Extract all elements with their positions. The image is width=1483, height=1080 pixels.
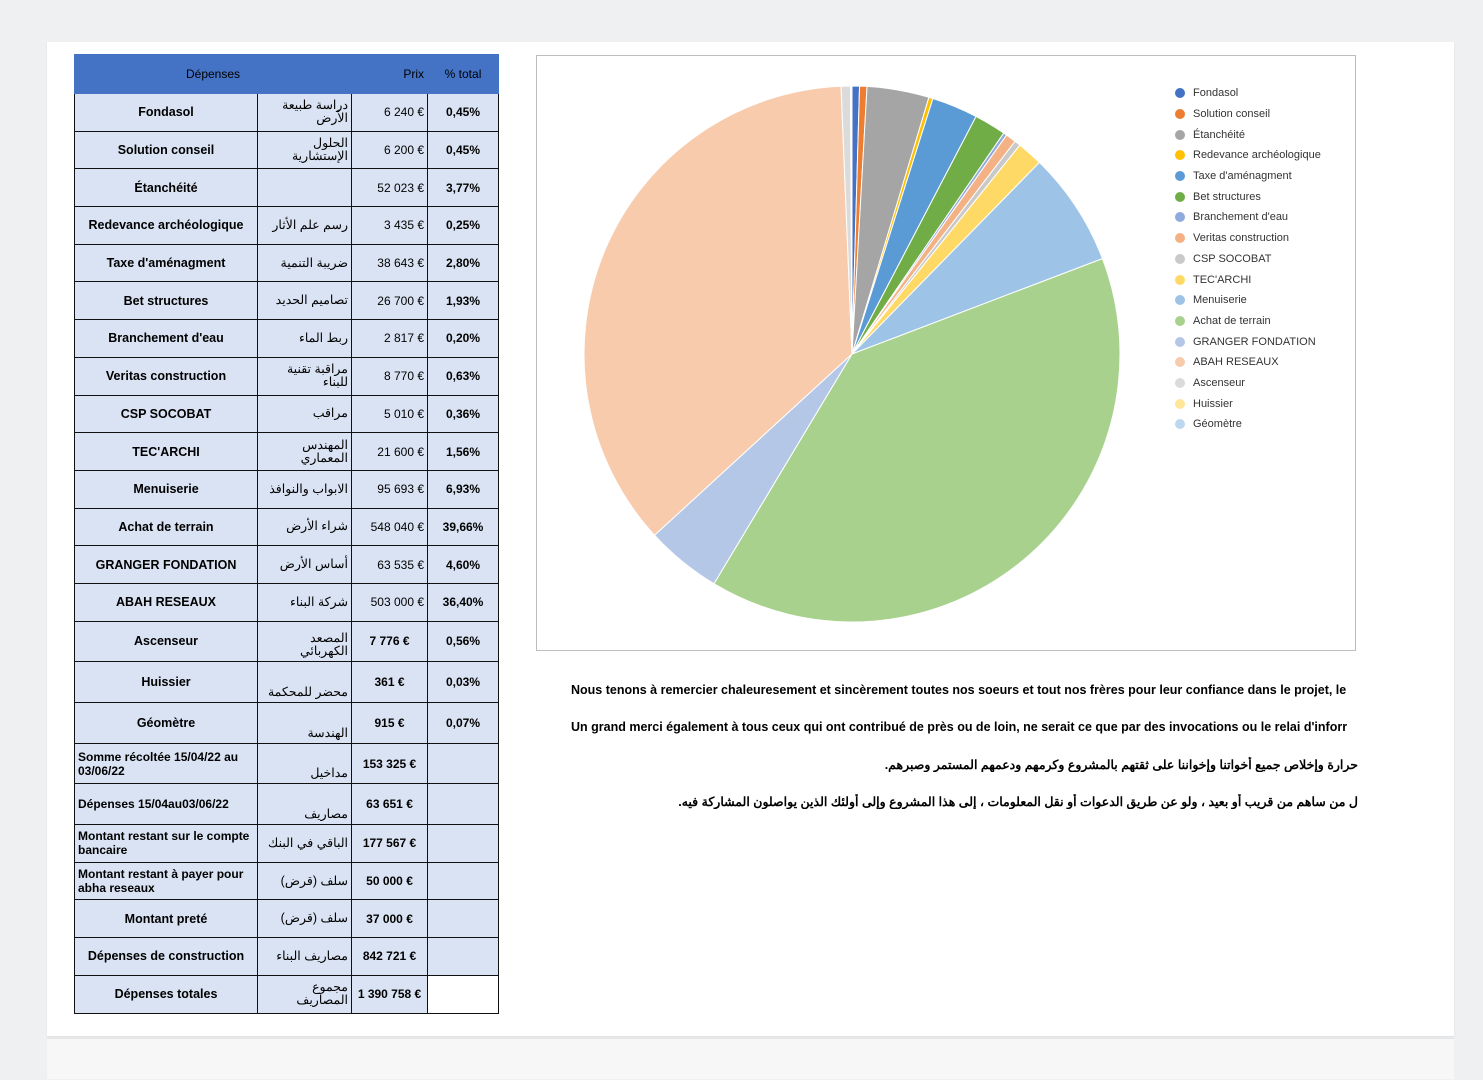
expenses-pie-chart [536,55,1356,651]
summary-label: Dépenses 15/04au03/06/22 [75,784,258,825]
table-row [75,244,499,282]
legend-swatch [1175,419,1185,429]
legend-item [1175,414,1321,435]
expense-name-arabic: شركة البناء [258,583,352,621]
document-page [47,42,1454,1036]
legend-swatch [1175,88,1185,98]
expense-percent: 0,20% [428,320,499,358]
summary-label: Montant restant sur le compte bancaire [75,825,258,863]
summary-amount: 50 000 € [352,862,428,900]
expense-name-arabic: رسم علم الأثار [258,207,352,245]
expense-name: TEC'ARCHI [75,433,258,471]
legend-swatch [1175,150,1185,160]
expense-name-arabic: دراسة طبيعة الأرض [258,94,352,132]
expense-name-arabic: المهندس المعماري [258,433,352,471]
legend-label: Achat de terrain [1193,314,1271,327]
expense-percent: 2,80% [428,244,499,282]
legend-item [1175,166,1321,187]
legend-swatch [1175,254,1185,264]
header-percent: % total [428,55,499,94]
legend-label: GRANGER FONDATION [1193,335,1316,348]
legend-item [1175,249,1321,270]
table-row [75,546,499,584]
thanks-text-ar-1: حرارة وإخلاص جميع أخواتنا وإخواننا على ثقتهم بالمشروع وكرمهم ودعمهم المستمر وصبرهم. [884,758,1358,772]
legend-label: Taxe d'aménagment [1193,170,1292,183]
legend-item [1175,83,1321,104]
expense-price: 6 240 € [352,94,428,132]
expense-name-arabic: الابواب والنوافذ [258,470,352,508]
expense-name-arabic [258,169,352,207]
legend-swatch [1175,233,1185,243]
legend-label: Veritas construction [1193,232,1289,245]
expense-price: 915 € [352,703,428,744]
expense-percent: 0,63% [428,357,499,395]
summary-label-arabic: الباقي في البنك [258,825,352,863]
next-page-edge [47,1038,1454,1079]
table-row [75,94,499,132]
expense-price: 3 435 € [352,207,428,245]
legend-label: Ascenseur [1193,376,1245,389]
legend-item [1175,186,1321,207]
expense-name: Étanchéité [75,169,258,207]
expense-percent: 0,56% [428,621,499,662]
expense-price: 63 535 € [352,546,428,584]
legend-label: Menuiserie [1193,294,1247,307]
table-row [75,621,499,662]
expense-price: 361 € [352,662,428,703]
legend-item [1175,311,1321,332]
expense-percent: 1,56% [428,433,499,471]
expense-name-arabic: مراقب [258,395,352,433]
summary-empty-cell [428,825,499,863]
expense-price: 6 200 € [352,131,428,169]
summary-label-arabic: سلف (قرض) [258,900,352,938]
expenses-table [74,54,499,1014]
summary-row [75,862,499,900]
legend-label: Géomètre [1193,418,1242,431]
expense-percent: 0,07% [428,703,499,744]
chart-legend [1175,83,1321,435]
expense-price: 5 010 € [352,395,428,433]
legend-item [1175,393,1321,414]
summary-label: Somme récoltée 15/04/22 au 03/06/22 [75,743,258,784]
legend-swatch [1175,316,1185,326]
summary-row [75,938,499,976]
legend-item [1175,373,1321,394]
summary-empty-cell [428,743,499,784]
legend-label: Bet structures [1193,190,1261,203]
expense-price: 503 000 € [352,583,428,621]
expense-name-arabic: ربط الماء [258,320,352,358]
legend-item [1175,228,1321,249]
table-row [75,169,499,207]
summary-amount: 842 721 € [352,938,428,976]
legend-swatch [1175,357,1185,367]
expense-name: Bet structures [75,282,258,320]
expense-price: 548 040 € [352,508,428,546]
legend-item [1175,104,1321,125]
expense-price: 7 776 € [352,621,428,662]
expense-name: Géomètre [75,703,258,744]
summary-empty-cell [428,900,499,938]
legend-item [1175,290,1321,311]
summary-empty-cell [428,975,499,1013]
expense-name: Veritas construction [75,357,258,395]
table-row [75,508,499,546]
summary-label: Dépenses de construction [75,938,258,976]
legend-swatch [1175,130,1185,140]
expense-name: Ascenseur [75,621,258,662]
legend-item [1175,269,1321,290]
expense-percent: 0,03% [428,662,499,703]
expense-name: CSP SOCOBAT [75,395,258,433]
legend-swatch [1175,171,1185,181]
expense-percent: 0,45% [428,94,499,132]
summary-empty-cell [428,862,499,900]
expense-price: 2 817 € [352,320,428,358]
expense-price: 8 770 € [352,357,428,395]
legend-label: Redevance archéologique [1193,149,1321,162]
expense-name: Redevance archéologique [75,207,258,245]
thanks-text-fr-1: Nous tenons à remercier chaleuresement et sincèrement toutes nos soeurs et tout nos frères pour leur confiance dans le projet, le [571,683,1347,697]
expense-name-arabic: مراقبة تقنية للبناء [258,357,352,395]
expense-name-arabic: تصاميم الحديد [258,282,352,320]
legend-label: Huissier [1193,397,1233,410]
summary-label-arabic: مجموع المصاريف [258,975,352,1013]
legend-swatch [1175,192,1185,202]
expense-price: 38 643 € [352,244,428,282]
expense-name: Achat de terrain [75,508,258,546]
legend-label: Solution conseil [1193,108,1271,121]
expense-price: 95 693 € [352,470,428,508]
expense-name-arabic: الحلول الإستشارية [258,131,352,169]
expense-name-arabic: الهندسة [258,703,352,744]
thanks-text-fr-2: Un grand merci également à tous ceux qui ont contribué de près ou de loin, ne serait ce que par des invocations ou le relai d'inforr [571,720,1348,734]
summary-label: Dépenses totales [75,975,258,1013]
header-expenses: Dépenses [75,55,352,94]
legend-swatch [1175,295,1185,305]
expense-name-arabic: محضر للمحكمة [258,662,352,703]
table-row [75,662,499,703]
summary-label: Montant preté [75,900,258,938]
expense-name: Solution conseil [75,131,258,169]
table-row [75,433,499,471]
expense-percent: 0,45% [428,131,499,169]
summary-row [75,743,499,784]
table-row [75,583,499,621]
legend-swatch [1175,275,1185,285]
expense-percent: 0,25% [428,207,499,245]
summary-label-arabic: مصاريف البناء [258,938,352,976]
expense-name: Taxe d'aménagment [75,244,258,282]
expense-name: GRANGER FONDATION [75,546,258,584]
summary-empty-cell [428,784,499,825]
legend-swatch [1175,212,1185,222]
legend-item [1175,352,1321,373]
table-row [75,703,499,744]
expense-percent: 6,93% [428,470,499,508]
table-row [75,282,499,320]
legend-swatch [1175,399,1185,409]
table-row [75,320,499,358]
legend-label: TEC'ARCHI [1193,273,1252,286]
table-header-row [75,55,499,94]
summary-label: Montant restant à payer pour abha reseaux [75,862,258,900]
summary-label-arabic: مصاريف [258,784,352,825]
expense-name: Branchement d'eau [75,320,258,358]
expense-name-arabic: المصعد الكهربائي [258,621,352,662]
legend-item [1175,145,1321,166]
expense-name: Fondasol [75,94,258,132]
table-row [75,131,499,169]
expense-name-arabic: أساس الأرض [258,546,352,584]
expense-price: 52 023 € [352,169,428,207]
table-row [75,207,499,245]
summary-amount: 37 000 € [352,900,428,938]
legend-item [1175,331,1321,352]
legend-item [1175,207,1321,228]
table-row [75,470,499,508]
summary-amount: 1 390 758 € [352,975,428,1013]
legend-label: Fondasol [1193,87,1239,100]
expense-name-arabic: ضريبة التنمية [258,244,352,282]
expense-price: 21 600 € [352,433,428,471]
summary-empty-cell [428,938,499,976]
expense-name: Huissier [75,662,258,703]
legend-label: Étanchéité [1193,128,1245,141]
summary-row [75,825,499,863]
legend-swatch [1175,337,1185,347]
legend-label: Branchement d'eau [1193,211,1289,224]
expense-percent: 4,60% [428,546,499,584]
summary-label-arabic: سلف (قرض) [258,862,352,900]
expense-percent: 3,77% [428,169,499,207]
thanks-text-ar-2: ل من ساهم من قريب أو بعيد ، ولو عن طريق الدعوات أو نقل المعلومات ، إلى هذا المشروع وإلى أولئك الذين يواصلون المشاركة فيه. [678,795,1358,809]
expense-name: ABAH RESEAUX [75,583,258,621]
header-price: Prix [352,55,428,94]
summary-row [75,975,499,1013]
summary-row [75,784,499,825]
summary-amount: 153 325 € [352,743,428,784]
summary-label-arabic: مداخيل [258,743,352,784]
expense-name: Menuiserie [75,470,258,508]
summary-amount: 177 567 € [352,825,428,863]
table-row [75,395,499,433]
expense-percent: 36,40% [428,583,499,621]
legend-label: ABAH RESEAUX [1193,356,1279,369]
expense-price: 26 700 € [352,282,428,320]
expense-name-arabic: شراء الأرض [258,508,352,546]
expense-percent: 39,66% [428,508,499,546]
legend-swatch [1175,378,1185,388]
table-row [75,357,499,395]
expense-percent: 0,36% [428,395,499,433]
summary-row [75,900,499,938]
legend-swatch [1175,109,1185,119]
expense-percent: 1,93% [428,282,499,320]
summary-amount: 63 651 € [352,784,428,825]
legend-label: CSP SOCOBAT [1193,252,1272,265]
legend-item [1175,124,1321,145]
